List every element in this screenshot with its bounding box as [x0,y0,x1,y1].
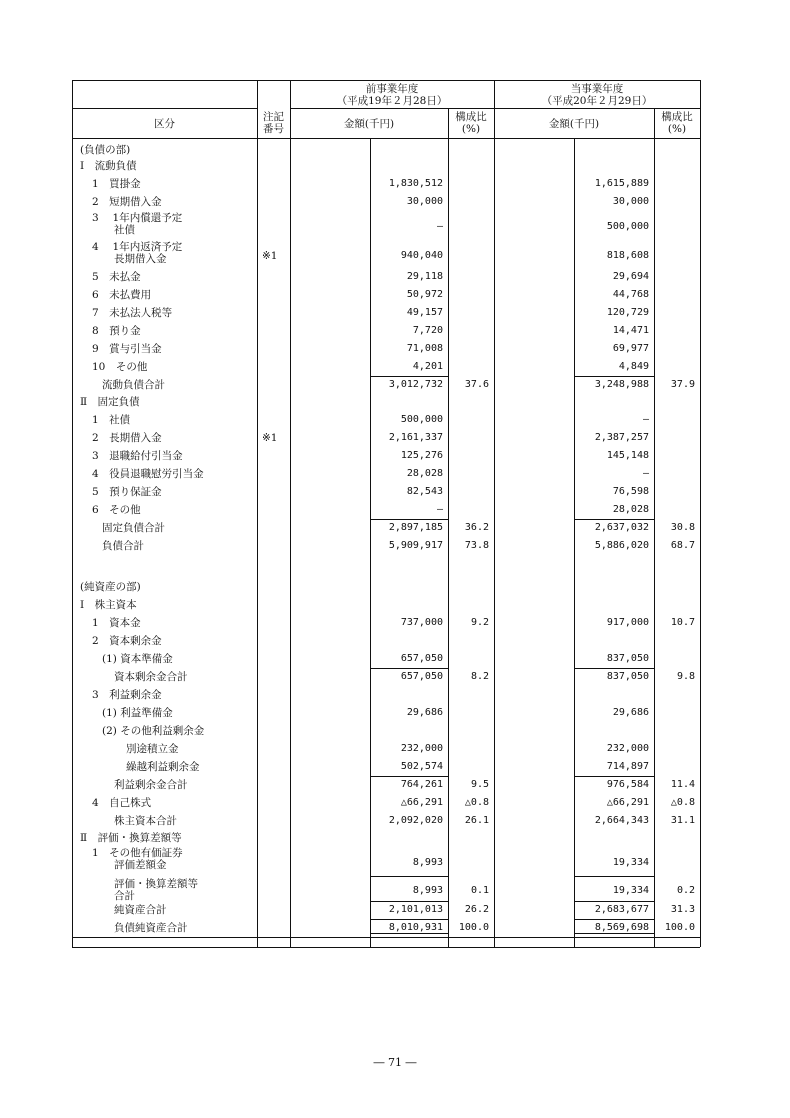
prev-amount-cell: 2,897,185 [388,522,443,533]
row-label: 利益剰余金合計 [114,779,188,791]
prev-amount-cell: 500,000 [400,414,443,425]
row-label: 負債純資産合計 [114,922,188,934]
prev-amount-cell: ― [436,221,443,232]
curr-amount-cell: 500,000 [606,221,649,232]
table-top-border [72,80,700,81]
curr-subtotal-rule [574,919,654,920]
prev-ratio-cell: 9.5 [470,779,489,790]
prev-ratio-cell: 0.1 [470,885,489,896]
row-label: 評価・換算差額等 [114,878,198,890]
prev-amount-cell: △66,291 [400,797,443,808]
prev-ratio-cell: 100.0 [458,922,489,933]
curr-amount-cell: 232,000 [606,743,649,754]
curr-amount-cell: 837,050 [606,653,649,664]
curr-subtotal-rule [574,519,654,520]
prev-ratio-cell: 9.2 [470,617,489,628]
curr-amount-cell: 2,387,257 [594,432,649,443]
prev-amount-header: 金額(千円) [343,118,395,130]
curr-amount-cell: ― [642,468,649,479]
row-label: 10 その他 [92,361,148,373]
prev-amount-cell: 2,092,020 [388,815,443,826]
curr-ratio-cell: 30.8 [670,522,695,533]
prev-amount-cell: 8,993 [412,857,443,868]
curr-amount-cell: 19,334 [612,885,649,896]
prev-period-line [290,80,291,947]
row-label: 固定負債合計 [102,522,165,534]
curr-ratio-cell: 31.1 [670,815,695,826]
curr-ratio-cell: △0.8 [670,797,695,808]
curr-ratio-header-line2: (%) [667,123,687,135]
prev-subtotal-rule [370,776,448,777]
curr-ratio-cell: 11.4 [670,779,695,790]
row-label: Ⅱ 評価・換算差額等 [80,832,182,844]
row-label: 1 社債 [92,414,131,426]
prev-amount-cell: 71,008 [406,343,443,354]
row-label: 3 利益剰余金 [92,689,162,701]
row-label: 5 未払金 [92,271,141,283]
curr-amount-cell: 29,686 [612,707,649,718]
prev-amount-cell: ― [436,504,443,515]
curr-amount-cell: 3,248,988 [594,379,649,390]
curr-amount-cell: 29,694 [612,271,649,282]
curr-total-underline [574,933,654,934]
curr-year-heading: 当事業年度 [570,83,624,95]
curr-amount-cell: 19,334 [612,857,649,868]
prev-amount-cell: 29,118 [406,271,443,282]
row-label: 6 未払費用 [92,289,152,301]
curr-amount-cell: 976,584 [606,779,649,790]
row-label-cont: 評価差額金 [114,859,167,871]
note-header-line1: 注記 [263,111,284,123]
curr-amount-cell: 28,028 [612,504,649,515]
prev-subtotal-rule [370,376,448,377]
category-header: 区分 [154,118,175,130]
prev-ratio-cell: 8.2 [470,671,489,682]
prev-ratio-header-line1: 構成比 [455,111,487,123]
prev-amount-cell: 7,720 [412,325,443,336]
prev-ratio-cell: 26.2 [464,904,489,915]
row-label-cont: 長期借入金 [114,253,167,265]
note-column-line [257,80,258,947]
row-label: 流動負債合計 [102,379,165,391]
period-divider-line [494,80,495,947]
prev-amount-cell: 8,010,931 [388,922,443,933]
prev-amount-cell: 82,543 [406,486,443,497]
prev-amount-cell: 29,686 [406,707,443,718]
prev-subtotal-rule [370,919,448,920]
prev-ratio-header-line2: (%) [461,123,481,135]
curr-amount-cell: 818,608 [606,250,649,261]
prev-amount-cell: 764,261 [400,779,443,790]
row-label: 資本剰余金合計 [114,671,188,683]
table-bottom-border [72,947,700,948]
row-label: 3 1年内償還予定 [92,212,183,224]
period-header-rule [290,108,700,109]
curr-amount-cell: △66,291 [606,797,649,808]
header-mid-rule [72,108,257,109]
row-label: 9 賞与引当金 [92,343,162,355]
curr-amount-cell: 8,569,698 [594,922,649,933]
prev-amount-cell: 28,028 [406,468,443,479]
row-label: (1) 資本準備金 [102,653,173,665]
curr-amount-cell: 4,849 [618,361,649,372]
curr-ratio-cell: 10.7 [670,617,695,628]
row-label: 8 預り金 [92,325,141,337]
prev-amount-cell: 940,040 [400,250,443,261]
prev-total-underline [370,933,448,934]
prev-amount-cell: 50,972 [406,289,443,300]
prev-amount-cell: 3,012,732 [388,379,443,390]
row-label-cont: 合計 [114,890,135,902]
curr-ratio-header-line1: 構成比 [661,111,693,123]
row-label: 7 未払法人税等 [92,307,173,319]
prev-amount-cell: 737,000 [400,617,443,628]
prev-amount-cell: 232,000 [400,743,443,754]
curr-ratio-cell: 100.0 [664,922,695,933]
row-label: 純資産合計 [114,904,167,916]
row-label-cont: 社債 [114,224,135,236]
curr-amount-cell: 120,729 [606,307,649,318]
row-label: 4 役員退職慰労引当金 [92,468,204,480]
prev-amount-cell: 657,050 [400,671,443,682]
header-bottom-rule [72,138,700,139]
prev-ratio-cell: 26.1 [464,815,489,826]
row-label: Ⅱ 固定負債 [80,396,140,408]
row-label: 5 預り保証金 [92,486,162,498]
note-number: ※1 [262,250,278,262]
prev-year-heading: 前事業年度 [365,83,419,95]
prev-subtotal-rule [370,519,448,520]
prev-amount-cell: 657,050 [400,653,443,664]
prev-ratio-cell: 73.8 [464,540,489,551]
curr-ratio-cell: 0.2 [676,885,695,896]
curr-amount-cell: ― [642,414,649,425]
prev-subtotal-rule [370,668,448,669]
table-right-border [700,80,701,947]
prev-subtotal-line [370,138,371,947]
row-label: 1 買掛金 [92,178,141,190]
prev-amount-cell: 2,161,337 [388,432,443,443]
prev-amount-cell: 5,909,917 [388,540,443,551]
curr-amount-cell: 5,886,020 [594,540,649,551]
row-label: Ⅰ 流動負債 [80,160,137,172]
prev-ratio-line [448,108,449,947]
prev-subtotal-rule [370,901,448,902]
table-left-border [72,80,73,947]
curr-ratio-cell: 37.9 [670,379,695,390]
row-label: (2) その他利益剰余金 [102,725,205,737]
row-label: 2 資本剰余金 [92,635,162,647]
curr-date-heading: （平成20年２月29日） [541,95,653,107]
curr-amount-cell: 69,977 [612,343,649,354]
curr-amount-cell: 2,637,032 [594,522,649,533]
curr-subtotal-rule [574,668,654,669]
row-label: 1 資本金 [92,617,141,629]
curr-amount-cell: 917,000 [606,617,649,628]
prev-ratio-cell: 37.6 [464,379,489,390]
curr-amount-cell: 2,664,343 [594,815,649,826]
row-label: 3 退職給付引当金 [92,450,183,462]
curr-amount-cell: 145,148 [606,450,649,461]
curr-amount-header: 金額(千円) [548,118,600,130]
curr-amount-cell: 1,615,889 [594,178,649,189]
row-label: 株主資本合計 [114,815,177,827]
prev-amount-cell: 30,000 [406,196,443,207]
note-header-line2: 番号 [263,123,284,135]
prev-amount-cell: 8,993 [412,885,443,896]
prev-amount-cell: 2,101,013 [388,904,443,915]
row-label: 6 その他 [92,504,141,516]
curr-subtotal-rule [574,376,654,377]
row-label: 4 1年内返済予定 [92,241,183,253]
curr-subtotal-rule [574,776,654,777]
prev-ratio-cell: △0.8 [464,797,489,808]
prev-subtotal-rule [370,876,448,877]
prev-amount-cell: 125,276 [400,450,443,461]
prev-amount-cell: 49,157 [406,307,443,318]
row-label: 別途積立金 [126,743,179,755]
row-label: (純資産の部) [80,581,141,593]
curr-amount-cell: 30,000 [612,196,649,207]
curr-amount-cell: 837,050 [606,671,649,682]
row-label: 2 短期借入金 [92,196,162,208]
prev-amount-cell: 502,574 [400,761,443,772]
note-number: ※1 [262,432,278,444]
row-label: 2 長期借入金 [92,432,162,444]
row-label: 負債合計 [102,540,144,552]
curr-ratio-line [654,108,655,947]
row-label: 4 自己株式 [92,797,152,809]
curr-subtotal-rule [574,876,654,877]
curr-amount-cell: 76,598 [612,486,649,497]
curr-ratio-cell: 68.7 [670,540,695,551]
row-label: 1 その他有価証券 [92,847,183,859]
row-label: (負債の部) [80,144,131,156]
curr-amount-cell: 714,897 [606,761,649,772]
page-number: ― 71 ― [373,1056,417,1069]
curr-ratio-cell: 9.8 [676,671,695,682]
prev-amount-cell: 4,201 [412,361,443,372]
row-label: Ⅰ 株主資本 [80,599,137,611]
curr-amount-cell: 2,683,677 [594,904,649,915]
curr-amount-cell: 44,768 [612,289,649,300]
curr-subtotal-line [574,138,575,947]
row-label: 繰越利益剰余金 [126,761,200,773]
curr-ratio-cell: 31.3 [670,904,695,915]
curr-subtotal-rule [574,901,654,902]
prev-ratio-cell: 36.2 [464,522,489,533]
prev-date-heading: （平成19年２月28日） [336,95,448,107]
table-footer-rule [72,937,700,938]
prev-amount-cell: 1,830,512 [388,178,443,189]
curr-amount-cell: 14,471 [612,325,649,336]
row-label: (1) 利益準備金 [102,707,173,719]
